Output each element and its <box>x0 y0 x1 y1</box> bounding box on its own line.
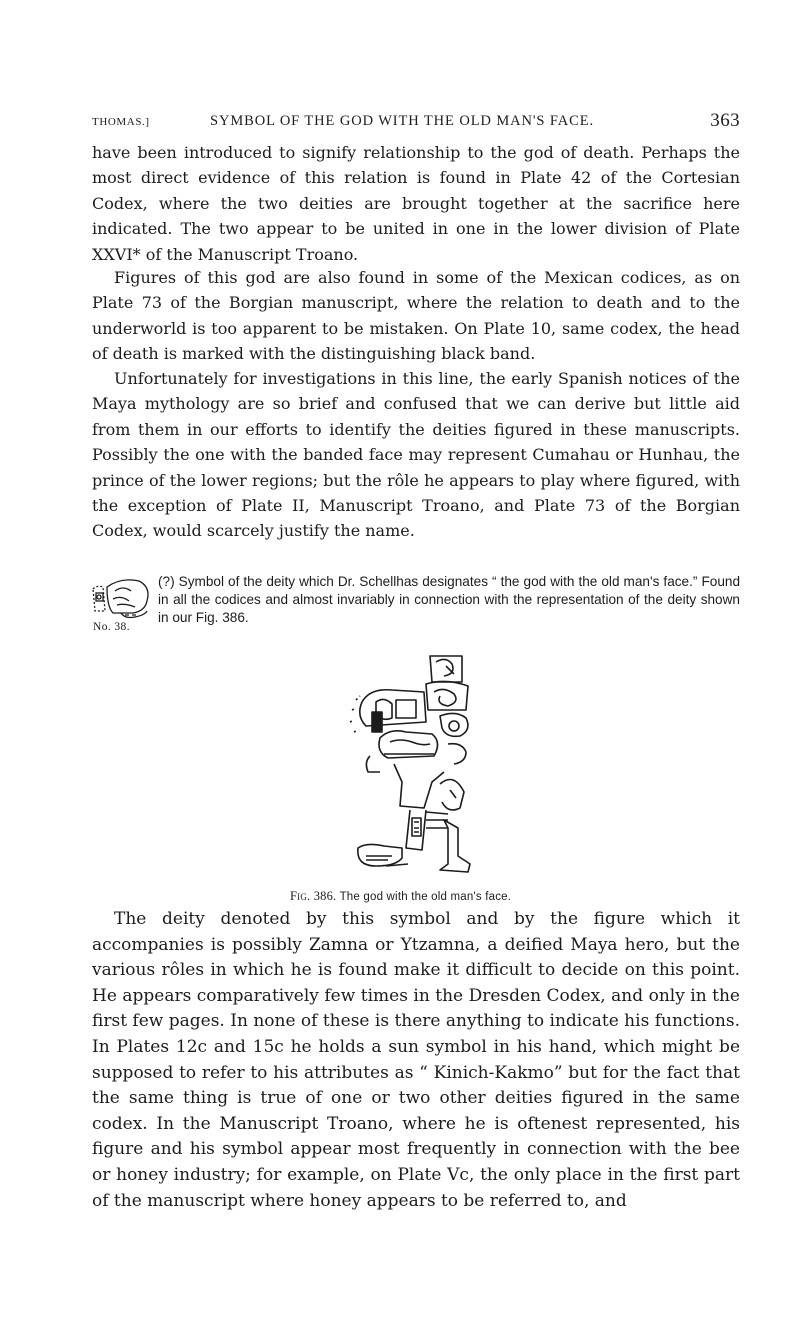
glyph-number-label: No. 38. <box>93 621 130 633</box>
paragraph-1: have been introduced to signify relationship to the god of death. Perhaps the most direct evidence of this relation is found in Plate 42 of the Cortesian Codex, where the two deities are brought together at the sacrifice here indicated. The two appear to be united in one in the lower division of Plate XXVI* of the Manuscript Troano. <box>92 143 740 264</box>
paragraph-3: Unfortunately for investigations in this line, the early Spanish notices of the Maya mythology are so brief and confused that we can derive but little aid from them in our efforts to identify the deities figured in these manuscripts. Possibly the one with the banded face may represent Cumahau or Hunhau, the prince of the lower regions; but the rôle he appears to play where figured, with the exception of Plate II, Manuscript Troano, and Plate 73 of the Borgian Codex, would scarcely justify the name. <box>92 369 740 541</box>
figure-label: Fig. 386. <box>290 889 337 903</box>
page-number: 363 <box>710 110 740 131</box>
glyph-no-38-illustration <box>91 577 153 619</box>
paragraph-4: The deity denoted by this symbol and by the figure which it accompanies is possibly Zamna or Ytzamna, a deified Maya hero, but the various rôles in which he is found make it difficult to decide on this point. He appears comparatively few times in the Dresden Codex, and only in the first few pages. In none of these is there anything to indicate his functions. In Plates 12c and 15c he holds a sun symbol in his hand, which might be supposed to refer to his attributes as “ Kinich-Kakmo” but for the fact that the same thing is true of one or two other deities figured in the same codex. In the Manuscript Troano, where he is oftenest represented, his figure and his symbol appear most frequently in connection with the bee or honey industry; for example, on Plate Vc, the only place in the first part of the manuscript where honey appears to be referred to, and <box>92 909 740 1211</box>
header-author: THOMAS.] <box>92 116 150 128</box>
paragraph-2: Figures of this god are also found in some of the Mexican codices, as on Plate 73 of the Borgian manuscript, where the relation to death and to the underworld is too apparent to be mistaken. On Plate 10, same codex, the head of death is marked with the distinguishing black band. <box>92 268 740 364</box>
figure-386-illustration <box>336 652 476 882</box>
figure-caption-text: The god with the old man's face. <box>339 891 512 903</box>
glyph-note-text: (?) Symbol of the deity which Dr. Schellhas designates “ the god with the old man's face.” Found in all the codices and almost invariably in connection with the representation of the deity shown in our Fig. 386. <box>158 574 740 625</box>
figure-caption <box>290 889 610 904</box>
running-header <box>92 110 740 137</box>
header-title: SYMBOL OF THE GOD WITH THE OLD MAN'S FACE. <box>210 113 594 129</box>
